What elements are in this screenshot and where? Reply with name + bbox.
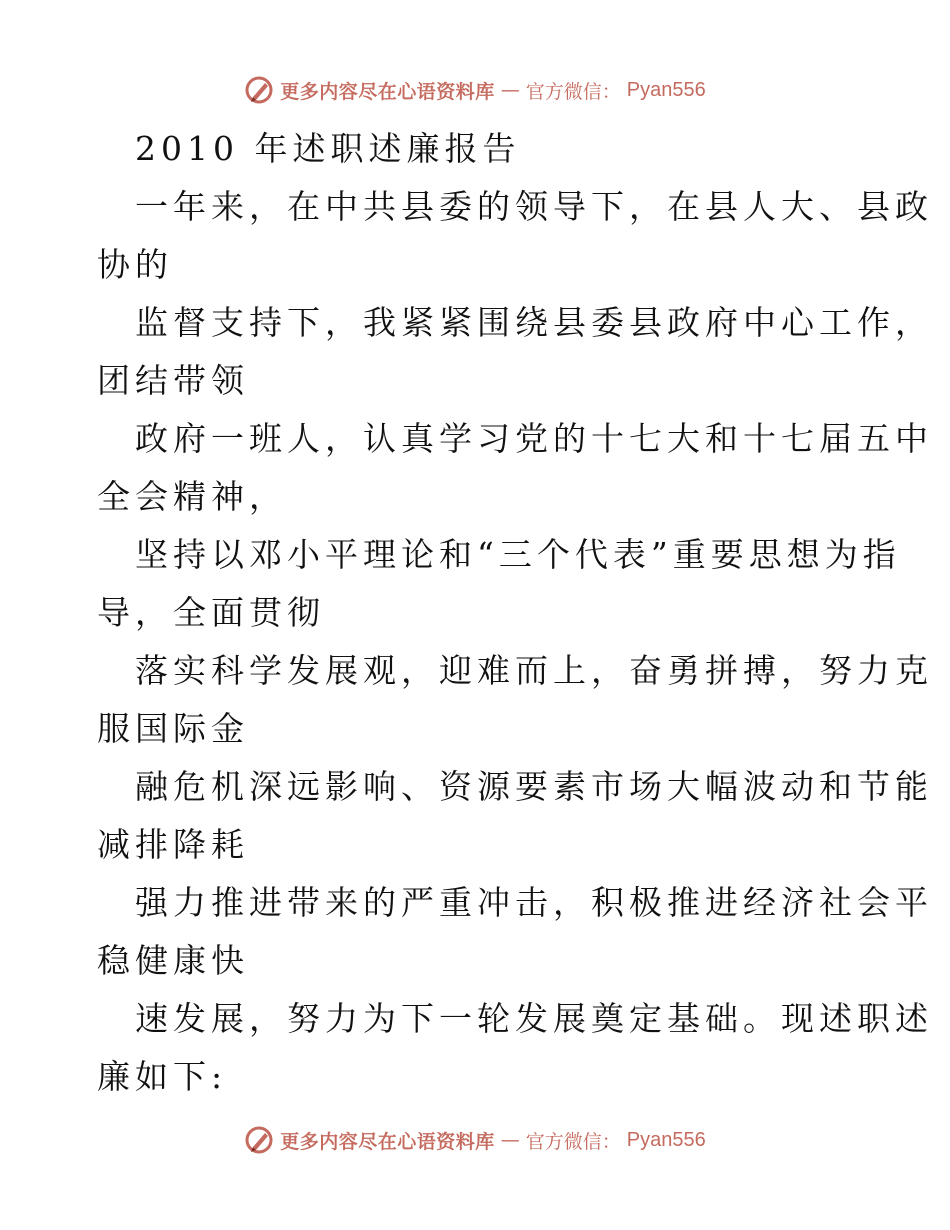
banner-dash: — (500, 79, 520, 101)
banner-text: 更多内容尽在心语资料库 (280, 80, 495, 103)
banner-wechat-id: Pyan556 (626, 78, 706, 101)
paragraph-line: 减排降耗 (97, 825, 249, 864)
paragraph-line: 协的 (97, 245, 173, 284)
document-title: 2010 年述职述廉报告 (135, 129, 521, 168)
footer-watermark-banner (0, 1122, 950, 1158)
paragraph-line: 团结带领 (97, 361, 249, 400)
banner-text: 更多内容尽在心语资料库 (280, 1130, 495, 1153)
paragraph-line: 廉如下: (97, 1057, 228, 1096)
paragraph-line: 融危机深远影响、资源要素市场大幅波动和节能 (135, 767, 933, 806)
paragraph-line: 导，全面贯彻 (97, 593, 325, 632)
banner-wechat-label: 官方微信： (525, 80, 621, 103)
header-watermark-banner (0, 72, 950, 108)
paragraph-line: 监督支持下，我紧紧围绕县委县政府中心工作， (135, 303, 933, 342)
paragraph-line: 强力推进带来的严重冲击，积极推进经济社会平 (135, 883, 933, 922)
paragraph-line: 落实科学发展观，迎难而上，奋勇拼搏，努力克 (135, 651, 933, 690)
paragraph-line: 服国际金 (97, 709, 249, 748)
paragraph-line: 坚持以邓小平理论和“三个代表”重要思想为指 (135, 535, 901, 574)
paragraph-line: 政府一班人，认真学习党的十七大和十七届五中 (135, 419, 933, 458)
paragraph-line: 稳健康快 (97, 941, 249, 980)
banner-wechat-label: 官方微信： (525, 1130, 621, 1153)
paragraph-line: 全会精神， (97, 477, 287, 516)
paragraph-line: 速发展，努力为下一轮发展奠定基础。现述职述 (135, 999, 933, 1038)
pen-logo-icon (244, 1125, 274, 1155)
banner-wechat-id: Pyan556 (626, 1128, 706, 1151)
paragraph-line: 一年来，在中共县委的领导下，在县人大、县政 (135, 187, 933, 226)
document-body (97, 120, 933, 1106)
pen-logo-icon (244, 75, 274, 105)
banner-dash: — (500, 1129, 520, 1151)
